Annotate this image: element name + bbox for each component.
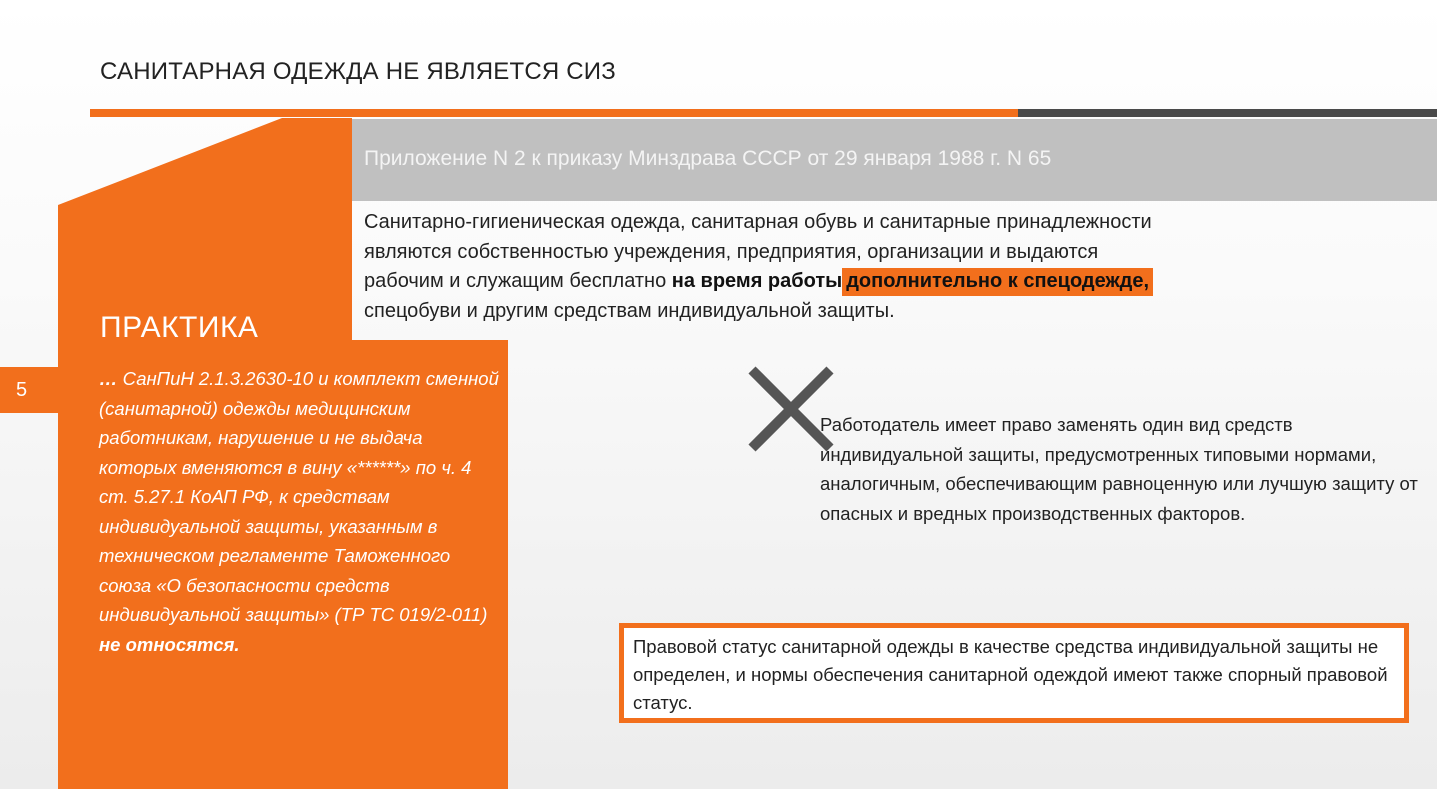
source-header-text: Приложение N 2 к приказу Минздрава СССР от 29 января 1988 г. N 65 — [364, 147, 1052, 170]
main-line-2: являются собственностью учреждения, предприятия, организации и выдаются — [364, 240, 1099, 263]
practice-strong: не относятся. — [99, 633, 240, 655]
employer-right-text: Работодатель имеет право заменять один вид средств индивидуальной защиты, предусмотренных типовыми нормами, аналогичным, обеспечивающим равноценную или лучшую защиту от опасных и вредных производственных факторов. — [820, 414, 1418, 524]
main-paragraph — [364, 208, 1374, 326]
main-line-1: Санитарно-гигиеническая одежда, санитарная обувь и санитарные принадлежности — [364, 211, 1152, 233]
slide-title: САНИТАРНАЯ ОДЕЖДА НЕ ЯВЛЯЕТСЯ СИЗ — [100, 58, 616, 85]
highlighted-phrase-text: дополнительно к спецодежде — [846, 270, 1144, 292]
orange-divider — [90, 109, 1018, 117]
practice-ellipsis: … — [99, 368, 123, 389]
practice-text — [99, 364, 499, 659]
highlighted-phrase — [842, 268, 1153, 296]
practice-title: ПРАКТИКА — [100, 311, 259, 344]
main-line-3 — [364, 267, 1374, 297]
main-line-4: спецобуви и другим средствам индивидуальной защиты. — [364, 299, 895, 322]
main-line-3-bold: на время работы — [671, 270, 843, 292]
gray-divider — [1018, 109, 1437, 117]
main-line-3-prefix: рабочим и служащим бесплатно — [364, 270, 672, 292]
page-number: 5 — [16, 379, 28, 401]
practice-body: СанПиН 2.1.3.2630-10 и комплект сменной (санитарной) одежды медицинским работникам, нарушение и не выдача которых вменяются в вину «******» по ч. 4 ст. 5.27.1 КоАП РФ, к средствам индивидуальной защиты, указанным в техническом регламенте Таможенного союза «О безопасности средств индивидуальной защиты» (ТР ТС 019/2-011) — [99, 368, 499, 625]
highlighted-phrase-comma: , — [1143, 270, 1150, 292]
legal-status-text: Правовой статус санитарной одежды в качестве средства индивидуальной защиты не определен, и нормы обеспечения санитарной одеждой имеют также спорный правовой статус. — [633, 636, 1388, 713]
